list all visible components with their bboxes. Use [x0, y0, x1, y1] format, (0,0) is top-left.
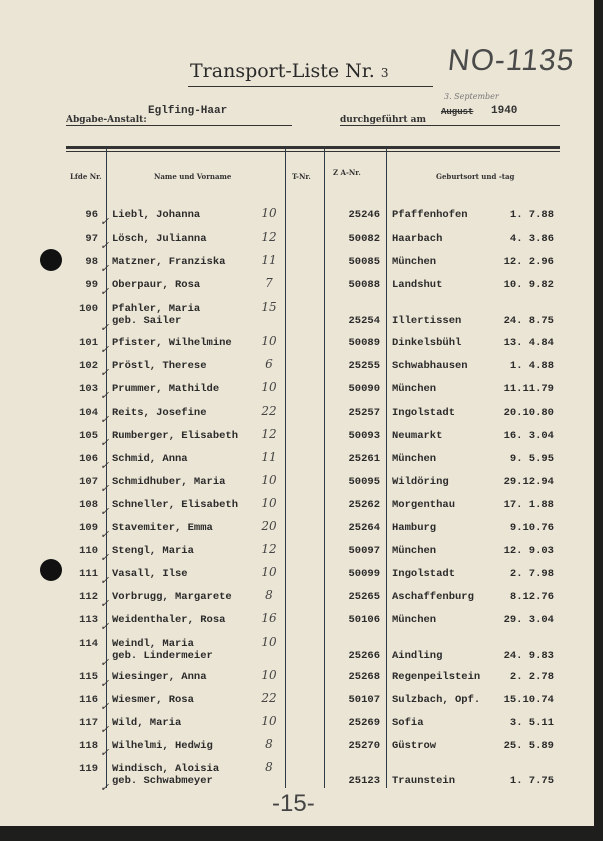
person-name: Vorbrugg, Margarete [112, 591, 232, 603]
birthplace: Neumarkt [392, 430, 443, 442]
birthplace: Ingolstadt [392, 407, 456, 419]
person-name: Weindl, Maria [112, 638, 194, 650]
handwritten-number: 16 [261, 611, 277, 625]
handwritten-number: 12 [261, 230, 277, 244]
z-number: 25262 [348, 499, 380, 511]
row-number: 116 [79, 694, 98, 706]
birthplace: Traunstein [392, 775, 456, 787]
row-number: 104 [79, 407, 98, 419]
handwritten-number: 7 [265, 276, 273, 290]
birth-date: 1. 7.88 [509, 209, 554, 221]
check-mark-icon: ✓ [100, 723, 110, 736]
handwritten-number: 15 [261, 300, 277, 314]
person-name: Pfahler, Maria [112, 303, 201, 315]
birth-date: 29.12.94 [503, 476, 554, 488]
check-mark-icon: ✓ [100, 215, 110, 228]
check-mark-icon: ✓ [100, 482, 110, 495]
handwritten-number: 10 [261, 206, 277, 220]
handwritten-number: 8 [265, 760, 273, 774]
check-mark-icon: ✓ [100, 389, 110, 402]
date-handwritten: 3. September [444, 92, 499, 101]
row-number: 109 [79, 522, 98, 534]
person-name: Liebl, Johanna [112, 209, 201, 221]
abgabe-value: Eglfing-Haar [148, 105, 228, 117]
birth-date: 20.10.80 [503, 407, 554, 419]
check-mark-icon: ✓ [100, 262, 110, 275]
check-mark-icon: ✓ [100, 677, 110, 690]
z-number: 25123 [348, 775, 380, 787]
check-mark-icon: ✓ [100, 366, 110, 379]
z-number: 50107 [348, 694, 380, 706]
check-mark-icon: ✓ [100, 746, 110, 759]
row-number: 107 [79, 476, 98, 488]
birthplace: München [392, 453, 437, 465]
check-mark-icon: ✓ [100, 700, 110, 713]
header-znr: Z A-Nr. [333, 168, 361, 177]
row-number: 100 [79, 303, 98, 315]
person-name: Wild, Maria [112, 717, 182, 729]
z-number: 50082 [348, 233, 380, 245]
row-number: 99 [85, 279, 98, 291]
birthplace: Wildöring [392, 476, 449, 488]
birth-date: 25. 5.89 [503, 740, 554, 752]
birth-date: 29. 3.04 [503, 614, 554, 626]
date-struck: August [441, 107, 474, 117]
check-mark-icon: ✓ [100, 343, 110, 356]
birthplace: Schwabhausen [392, 360, 468, 372]
date-line [340, 125, 560, 126]
birth-date: 12. 9.03 [503, 545, 554, 557]
row-number: 103 [79, 383, 98, 395]
page-number: -15- [272, 790, 315, 817]
z-number: 25269 [348, 717, 380, 729]
row-number: 108 [79, 499, 98, 511]
document-number-stamp: NO-1135 [446, 44, 577, 77]
z-number: 25261 [348, 453, 380, 465]
birth-date: 2. 2.78 [509, 671, 554, 683]
person-name: Lösch, Julianna [112, 233, 207, 245]
check-mark-icon: ✓ [100, 528, 110, 541]
row-number: 97 [85, 233, 98, 245]
check-mark-icon: ✓ [100, 413, 110, 426]
header-tnr: T-Nr. [292, 172, 311, 181]
birthplace: Hamburg [392, 522, 437, 534]
row-number: 98 [85, 256, 98, 268]
check-mark-icon: ✓ [100, 656, 110, 669]
row-number: 105 [79, 430, 98, 442]
check-mark-icon: ✓ [100, 505, 110, 518]
z-number: 25266 [348, 650, 380, 662]
birthplace: Aschaffenburg [392, 591, 474, 603]
z-number: 25246 [348, 209, 380, 221]
person-name: Schmidhuber, Maria [112, 476, 226, 488]
z-number: 25270 [348, 740, 380, 752]
handwritten-number: 6 [265, 357, 273, 371]
row-number: 106 [79, 453, 98, 465]
check-mark-icon: ✓ [100, 239, 110, 252]
header-name: Name und Vorname [154, 172, 232, 181]
birth-date: 12. 2.96 [503, 256, 554, 268]
birthplace: Illertissen [392, 315, 462, 327]
birthplace: Aindling [392, 650, 443, 662]
birth-date: 10. 9.82 [503, 279, 554, 291]
birthplace: München [392, 256, 437, 268]
handwritten-number: 12 [261, 427, 277, 441]
maiden-name: geb. Sailer [112, 315, 182, 327]
z-number: 25268 [348, 671, 380, 683]
person-name: Windisch, Aloisia [112, 763, 220, 775]
row-number: 111 [79, 568, 98, 580]
z-number: 50085 [348, 256, 380, 268]
row-number: 119 [79, 763, 98, 775]
birthplace: Sulzbach, Opf. [392, 694, 481, 706]
row-number: 112 [79, 591, 98, 603]
year: 1940 [491, 105, 518, 117]
row-number: 115 [79, 671, 98, 683]
z-number: 50095 [348, 476, 380, 488]
table-top-rule [66, 146, 560, 149]
title-underline [188, 86, 433, 87]
handwritten-number: 10 [261, 668, 277, 682]
maiden-name: geb. Schwabmeyer [112, 775, 213, 787]
row-number: 96 [85, 209, 98, 221]
person-name: Matzner, Franziska [112, 256, 226, 268]
row-number: 113 [79, 614, 98, 626]
person-name: Wiesinger, Anna [112, 671, 207, 683]
person-name: Pröstl, Therese [112, 360, 207, 372]
birth-date: 17. 1.88 [503, 499, 554, 511]
handwritten-number: 10 [261, 334, 277, 348]
birthplace: Haarbach [392, 233, 443, 245]
abgabe-line [66, 125, 292, 126]
z-number: 25257 [348, 407, 380, 419]
column-divider [324, 148, 325, 788]
person-name: Stavemiter, Emma [112, 522, 213, 534]
person-name: Pfister, Wilhelmine [112, 337, 232, 349]
z-number: 50088 [348, 279, 380, 291]
birth-date: 9. 5.95 [509, 453, 554, 465]
birthplace: Sofia [392, 717, 424, 729]
birthplace: München [392, 614, 437, 626]
handwritten-number: 11 [261, 253, 277, 267]
birthplace: Regenpeilstein [392, 671, 481, 683]
birth-date: 1. 7.75 [509, 775, 554, 787]
handwritten-number: 10 [261, 635, 277, 649]
person-name: Oberpaur, Rosa [112, 279, 201, 291]
birth-date: 8.12.76 [509, 591, 554, 603]
z-number: 50097 [348, 545, 380, 557]
z-number: 25264 [348, 522, 380, 534]
birthplace: Ingolstadt [392, 568, 456, 580]
check-mark-icon: ✓ [100, 285, 110, 298]
person-name: Reits, Josefine [112, 407, 207, 419]
birthplace: Dinkelsbühl [392, 337, 462, 349]
z-number: 50089 [348, 337, 380, 349]
title-text: Transport-Liste Nr. [190, 60, 375, 82]
abgabe-label: Abgabe-Anstalt: [66, 115, 147, 125]
row-number: 118 [79, 740, 98, 752]
birth-date: 3. 5.11 [509, 717, 554, 729]
birth-date: 24. 8.75 [503, 315, 554, 327]
check-mark-icon: ✓ [100, 574, 110, 587]
person-name: Rumberger, Elisabeth [112, 430, 239, 442]
handwritten-number: 10 [261, 565, 277, 579]
birth-date: 15.10.74 [503, 694, 554, 706]
handwritten-number: 10 [261, 496, 277, 510]
check-mark-icon: ✓ [100, 551, 110, 564]
z-number: 50090 [348, 383, 380, 395]
handwritten-number: 10 [261, 380, 277, 394]
handwritten-number: 10 [261, 714, 277, 728]
check-mark-icon: ✓ [100, 459, 110, 472]
check-mark-icon: ✓ [100, 436, 110, 449]
punch-hole [40, 559, 62, 581]
row-number: 117 [79, 717, 98, 729]
person-name: Schneller, Elisabeth [112, 499, 239, 511]
birth-date: 4. 3.86 [509, 233, 554, 245]
person-name: Wiesmer, Rosa [112, 694, 194, 706]
row-number: 114 [79, 638, 98, 650]
birth-date: 13. 4.84 [503, 337, 554, 349]
row-number: 110 [79, 545, 98, 557]
birth-date: 16. 3.04 [503, 430, 554, 442]
handwritten-number: 10 [261, 473, 277, 487]
z-number: 50106 [348, 614, 380, 626]
check-mark-icon: ✓ [100, 620, 110, 633]
document-title [190, 60, 389, 82]
z-number: 25254 [348, 315, 380, 327]
handwritten-number: 11 [261, 450, 277, 464]
check-mark-icon: ✓ [100, 321, 110, 334]
handwritten-number: 8 [265, 737, 273, 751]
birthplace: Landshut [392, 279, 443, 291]
handwritten-number: 12 [261, 542, 277, 556]
person-name: Stengl, Maria [112, 545, 194, 557]
person-name: Wilhelmi, Hedwig [112, 740, 213, 752]
handwritten-number: 8 [265, 588, 273, 602]
z-number: 50093 [348, 430, 380, 442]
person-name: Prummer, Mathilde [112, 383, 220, 395]
check-mark-icon: ✓ [100, 597, 110, 610]
handwritten-number: 20 [261, 519, 277, 533]
column-divider [386, 148, 387, 788]
list-number: 3 [380, 66, 389, 80]
maiden-name: geb. Lindermeier [112, 650, 213, 662]
row-number: 102 [79, 360, 98, 372]
birth-date: 2. 7.98 [509, 568, 554, 580]
check-mark-icon: ✓ [100, 781, 110, 794]
handwritten-number: 22 [261, 691, 277, 705]
durchgefuehrt-label: durchgeführt am [340, 115, 426, 125]
table-top-rule-thin [66, 151, 560, 152]
header-nr: Lfde Nr. [70, 172, 102, 181]
punch-hole [40, 249, 62, 271]
person-name: Weidenthaler, Rosa [112, 614, 226, 626]
birth-date: 11.11.79 [503, 383, 554, 395]
birthplace: Güstrow [392, 740, 437, 752]
birthplace: München [392, 383, 437, 395]
header-birth: Geburtsort und -tag [436, 172, 515, 181]
handwritten-number: 22 [261, 404, 277, 418]
birth-date: 24. 9.83 [503, 650, 554, 662]
birth-date: 9.10.76 [509, 522, 554, 534]
person-name: Vasall, Ilse [112, 568, 188, 580]
birth-date: 1. 4.88 [509, 360, 554, 372]
z-number: 25265 [348, 591, 380, 603]
column-divider [285, 148, 286, 788]
person-name: Schmid, Anna [112, 453, 188, 465]
row-number: 101 [79, 337, 98, 349]
birthplace: Pfaffenhofen [392, 209, 468, 221]
z-number: 25255 [348, 360, 380, 372]
birthplace: Morgenthau [392, 499, 456, 511]
birthplace: München [392, 545, 437, 557]
z-number: 50099 [348, 568, 380, 580]
